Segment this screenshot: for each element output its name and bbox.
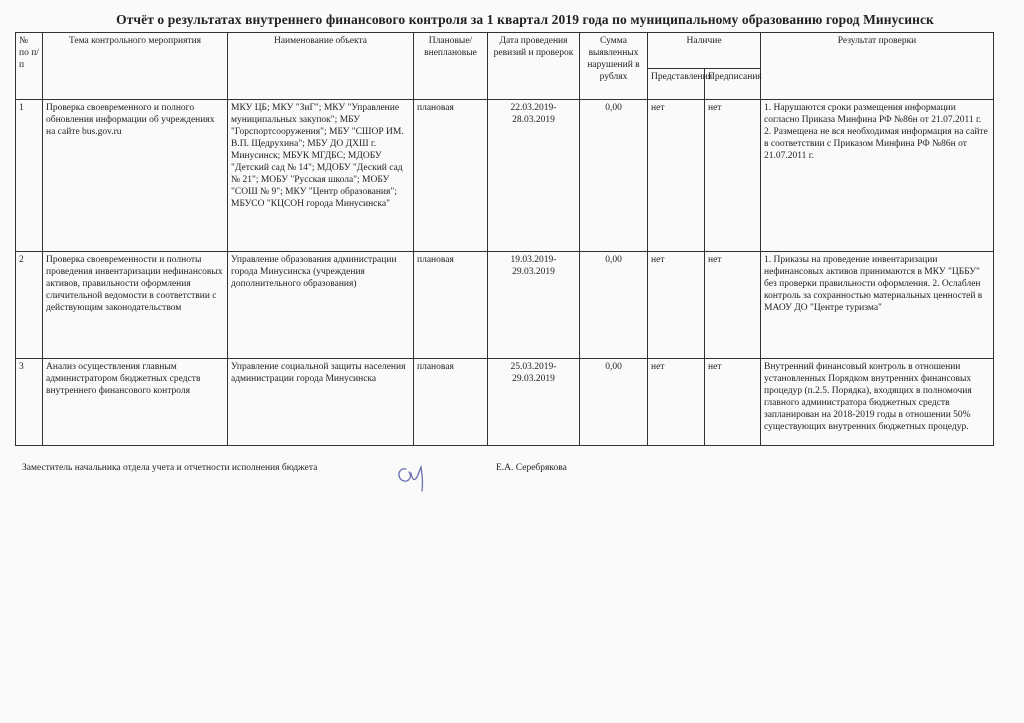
row-representations: нет bbox=[648, 99, 705, 251]
header-representations: Представления bbox=[648, 69, 705, 99]
row-result: Внутренний финансовый контроль в отношении установленных Порядком внутренних финансовых процедур (п.2.5. Порядка), входящих в полномочия главного администратора бюджетных средств запланирован на 2018-2019 годы в отношении 50% существующих внутренних бюджетных процедур. bbox=[761, 358, 994, 445]
row-planned: плановая bbox=[414, 99, 488, 251]
row-sum: 0,00 bbox=[580, 251, 648, 358]
row-object: МКУ ЦБ; МКУ "ЗиГ"; МКУ "Управление муниципальных закупок"; МБУ "Горспортсооружения"; МБУ "СШОР ИМ. В.П. Щедрухина"; МБУ ДО ДХШ г. Минусинск; МБУК МГДБС; МДОБУ "Детский сад № 14"; МДОБУ "Деский сад № 21"; МОБУ "Русская школа"; МОБУ "СОШ № 9"; МКУ "Центр образования"; МБУСО "КЦСОН города Минусинска" bbox=[228, 99, 414, 251]
row-prescriptions: нет bbox=[705, 99, 761, 251]
header-dates: Дата проведения ревизий и проверок bbox=[488, 33, 580, 100]
header-sum: Сумма выявленных нарушений в рублях bbox=[580, 33, 648, 100]
handwritten-signature bbox=[392, 455, 442, 495]
report-table bbox=[15, 32, 994, 446]
row-object: Управление образования администрации города Минусинска (учреждения дополнительного образования) bbox=[228, 251, 414, 358]
table-row bbox=[16, 251, 994, 358]
row-object: Управление социальной защиты населения администрации города Минусинска bbox=[228, 358, 414, 445]
table-row bbox=[16, 358, 994, 445]
row-num: 2 bbox=[16, 251, 43, 358]
row-sum: 0,00 bbox=[580, 358, 648, 445]
row-topic: Проверка своевременного и полного обновления информации об учреждениях на сайте bus.gov.ru bbox=[43, 99, 228, 251]
row-result: 1. Приказы на проведение инвентаризации нефинансовых активов принимаются в МКУ "ЦББУ" без проверки правильности оформления. 2. Ослаблен контроль за сохранностью материальных ценностей в МАОУ ДО "Центре туризма" bbox=[761, 251, 994, 358]
signer-position: Заместитель начальника отдела учета и отчетности исполнения бюджета bbox=[22, 463, 318, 473]
row-dates: 19.03.2019-29.03.2019 bbox=[488, 251, 580, 358]
row-sum: 0,00 bbox=[580, 99, 648, 251]
row-dates: 22.03.2019-28.03.2019 bbox=[488, 99, 580, 251]
row-representations: нет bbox=[648, 358, 705, 445]
row-topic: Проверка своевременности и полноты проведения инвентаризации нефинансовых активов, правильности оформления сличительной ведомости в соответствии с действующим законодательством bbox=[43, 251, 228, 358]
row-prescriptions: нет bbox=[705, 251, 761, 358]
row-dates: 25.03.2019-29.03.2019 bbox=[488, 358, 580, 445]
header-prescriptions: Предписания bbox=[705, 69, 761, 99]
row-prescriptions: нет bbox=[705, 358, 761, 445]
row-representations: нет bbox=[648, 251, 705, 358]
row-num: 3 bbox=[16, 358, 43, 445]
table-row bbox=[16, 99, 994, 251]
row-num: 1 bbox=[16, 99, 43, 251]
row-planned: плановая bbox=[414, 358, 488, 445]
row-topic: Анализ осуществления главным администратором бюджетных средств внутреннего финансового контроля bbox=[43, 358, 228, 445]
header-num: № по п/п bbox=[16, 33, 43, 100]
row-result: 1. Нарушаются сроки размещения информации согласно Приказа Минфина РФ №86н от 21.07.2011 г. 2. Размещена не вся необходимая информация на сайте в соответствии с Приказом Минфина РФ №86н от 21.07.2011 г. bbox=[761, 99, 994, 251]
signer-name: Е.А. Серебрякова bbox=[496, 463, 567, 473]
header-presence: Наличие bbox=[648, 33, 761, 69]
row-planned: плановая bbox=[414, 251, 488, 358]
header-topic: Тема контрольного мероприятия bbox=[43, 33, 228, 100]
header-result: Результат проверки bbox=[761, 33, 994, 100]
report-title: Отчёт о результатах внутреннего финансового контроля за 1 квартал 2019 года по муниципальному образованию город Минусинск bbox=[116, 12, 934, 27]
header-object: Наименование объекта bbox=[228, 33, 414, 100]
header-planned: Плановые/ внеплановые bbox=[414, 33, 488, 100]
